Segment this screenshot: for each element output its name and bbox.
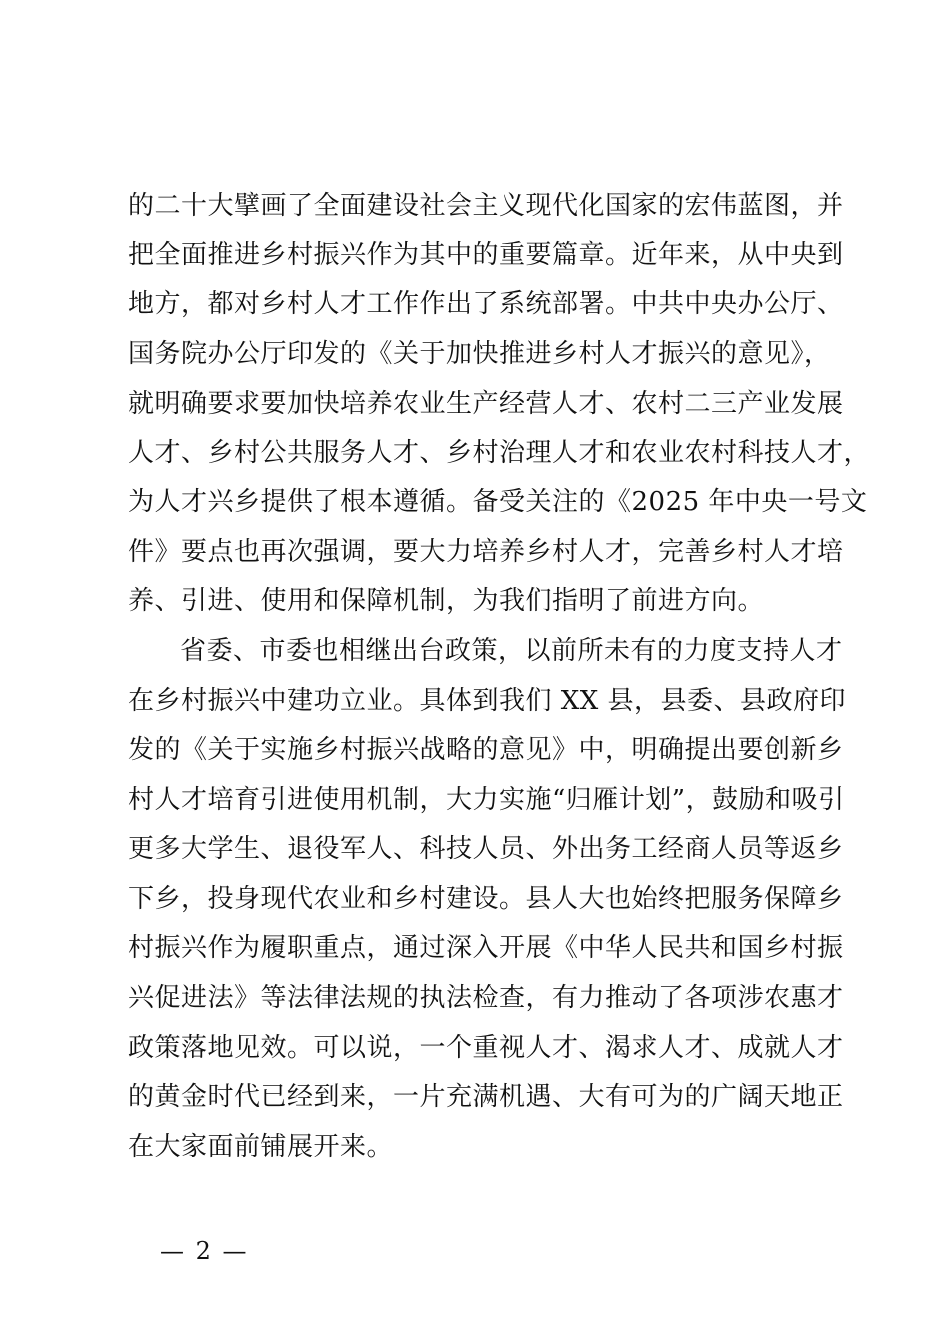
text-line: 省委、市委也相继出台政策，以前所未有的力度支持人才 [180,636,843,666]
text-line: 养、引进、使用和保障机制，为我们指明了前进方向。 [128,586,765,616]
page-number: — 2 — [160,1237,249,1265]
text-line: 的黄金时代已经到来，一片充满机遇、大有可为的广阔天地正 [128,1082,844,1112]
text-line: 人才、乡村公共服务人才、乡村治理人才和农业农村科技人才， [128,438,871,468]
text-line: 为人才兴乡提供了根本遵循。备受关注的《2025 年中央一号文 [128,487,868,517]
text-line: 就明确要求要加快培养农业生产经营人才、农村二三产业发展 [128,389,844,419]
text-line: 下乡，投身现代农业和乡村建设。县人大也始终把服务保障乡 [128,884,844,914]
text-line: 件》要点也再次强调，要大力培养乡村人才，完善乡村人才培 [128,537,844,567]
text-line: 地方，都对乡村人才工作作出了系统部署。中共中央办公厅、 [128,289,844,319]
text-line: 在大家面前铺展开来。 [128,1132,394,1162]
text-line: 兴促进法》等法律法规的执法检查，有力推动了各项涉农惠才 [128,983,844,1013]
text-line: 村振兴作为履职重点，通过深入开展《中华人民共和国乡村振 [128,933,844,963]
text-line: 在乡村振兴中建功立业。具体到我们 XX 县，县委、县政府印 [128,686,847,716]
text-line: 更多大学生、退役军人、科技人员、外出务工经商人员等返乡 [128,834,844,864]
text-line: 村人才培育引进使用机制，大力实施“归雁计划”，鼓励和吸引 [128,785,845,815]
text-line: 把全面推进乡村振兴作为其中的重要篇章。近年来，从中央到 [128,240,844,270]
text-line: 的二十大擘画了全面建设社会主义现代化国家的宏伟蓝图，并 [128,191,844,221]
text-line: 发的《关于实施乡村振兴战略的意见》中，明确提出要创新乡 [128,735,844,765]
text-line: 政策落地见效。可以说，一个重视人才、渴求人才、成就人才 [128,1033,844,1063]
text-line: 国务院办公厅印发的《关于加快推进乡村人才振兴的意见》， [128,339,831,369]
